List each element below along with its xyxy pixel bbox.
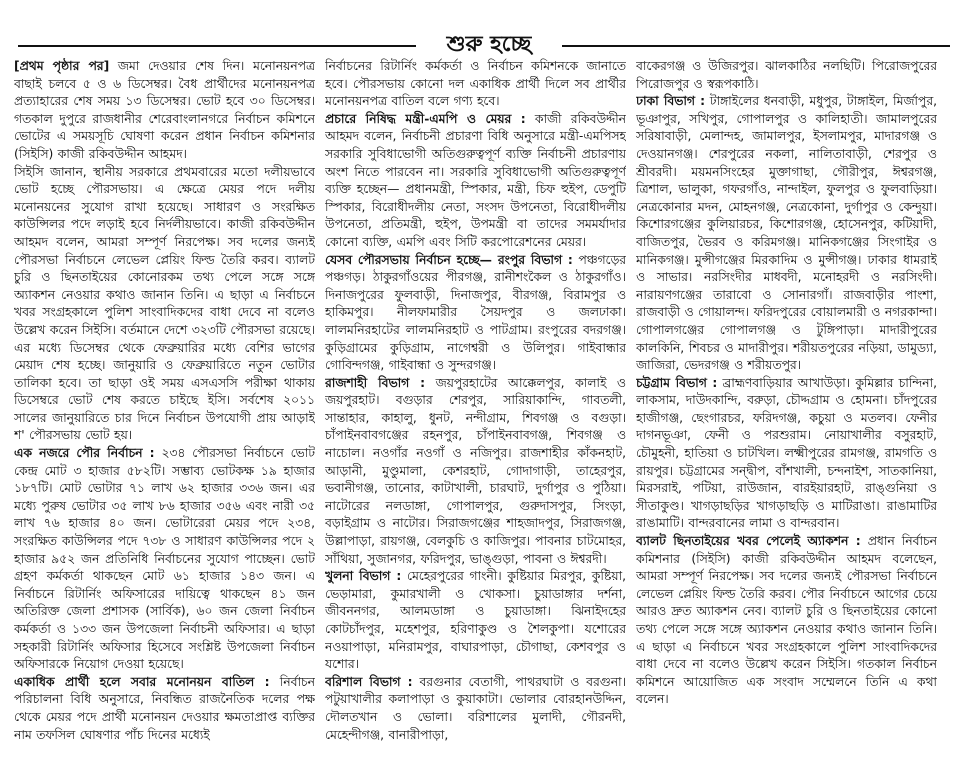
paragraph-lead: এক নজরে পৌর নির্বাচন : [14,446,155,461]
article-paragraph [325,111,626,252]
paragraph-text: জয়পুরহাটের আক্কেলপুর, কালাই ও জয়পুরহাট। বগুড়ার শেরপুর, সারিয়াকান্দি, গাবতলী, সান্তাহার, কাহালু, ধুনট, নন্দীগ্রাম, শিবগঞ্জ ও বগুড়া। চাঁপাইনবাবগঞ্জের রহনপুর, চাঁপাইনবাবগঞ্জ, শিবগঞ্জ ও নাচোল। নওগাঁর নওগাঁ ও নজিপুর। রাজশাহীর কাঁকনহাট, আড়ানী, মুণ্ডুমালা, কেশরহাট, গোদাগাড়ী, তাহেরপুর, ভবানীগঞ্জ, তানোর, কাটাখালী, চারঘাট, দুর্গাপুর ও পুঠিয়া। নাটোরের নলডাঙ্গা, গোপালপুর, গুরুদাসপুর, সিংড়া, বড়াইগ্রাম ও নাটোর। সিরাজগঞ্জের শাহজাদপুর, সিরাজগঞ্জ, উল্লাপাড়া, রায়গঞ্জ, বেলকুচি ও কাজিপুর। পাবনার চাটমোহর, সাঁথিয়া, সুজানগর, ফরিদপুর, ভাঙ্গুড়া, পাবনা ও ঈশ্বরদী। [325,375,626,566]
headline-rule-left [18,45,416,47]
paragraph-text: মেহেরপুরের গাংনী। কুষ্টিয়ার মিরপুর, কুষ্টিয়া, ভেড়ামারা, কুমারখালী ও খোকসা। চুয়াডাঙ্গার দর্শনা, জীবননগর, আলমডাঙ্গা ও চুয়াডাঙ্গা। ঝিনাইদহের কোটচাঁদপুর, মহেশপুর, হরিণাকুণ্ড ও শৈলকুপা। যশোরের নওয়াপাড়া, মনিরামপুর, বাঘারপাড়া, চৌগাছা, কেশবপুর ও যশোর। [325,569,626,672]
paragraph-text: টাঙ্গাইলের ধনবাড়ী, মধুপুর, টাঙ্গাইল, মির্জাপুর, ভূঞাপুর, সখিপুর, গোপালপুর ও কালিহাতী। জামালপুরের সরিষাবাড়ী, মেলান্দহ, জামালপুর, ইসলামপুর, মাদারগঞ্জ ও দেওয়ানগঞ্জ। শেরপুরের নকলা, নালিতাবাড়ী, শেরপুর ও শ্রীবরদী। ময়মনসিংহের মুক্তাগাছা, গৌরীপুর, ঈশ্বরগঞ্জ, ত্রিশাল, ভালুকা, গফরগাঁও, নান্দাইল, ফুলপুর ও ফুলবাড়িয়া। নেত্রকোনার মদন, মোহনগঞ্জ, নেত্রকোনা, দুর্গাপুর ও কেন্দুয়া। কিশোরগঞ্জের কুলিয়ারচর, কিশোরগঞ্জ, হোসেনপুর, কটিয়াদী, বাজিতপুর, ভৈরব ও করিমগঞ্জ। মানিকগঞ্জের সিংগাইর ও মানিকগঞ্জ। মুন্সীগঞ্জের মিরকাদিম ও মুন্সীগঞ্জ। ঢাকার ধামরাই ও সাভার। নরসিংদীর মাধবদী, মনোহরদী ও নরসিংদী। নারায়ণগঞ্জের তারাবো ও সোনারগাঁ। রাজবাড়ীর পাংশা, রাজবাড়ী ও গোয়ালন্দ। ফরিদপুরের বোয়ালমারী ও নগরকান্দা। গোপালগঞ্জের গোপালগঞ্জ ও টুঙ্গিপাড়া। মাদারীপুরের কালকিনি, শিবচর ও মাদারীপুর। শরীয়তপুরের নড়িয়া, ডামুড্যা, জাজিরা, ভেদরগঞ্জ ও শরীয়তপুর। [636,94,937,373]
paragraph-lead: [প্রথম পৃষ্ঠার পর] [14,59,110,73]
paragraph-lead: একাধিক প্রার্থী হলে সবার মনোনয়ন বাতিল : [14,674,270,689]
article-paragraph [325,674,626,744]
paragraph-lead: ব্যালট ছিনতাইয়ের খবর পেলেই অ্যাকশন : [636,534,861,549]
article-paragraph [325,252,626,375]
article-paragraph [14,674,315,744]
article-column-3 [636,58,937,761]
article-paragraph [325,568,626,674]
article-column-1 [14,58,315,761]
headline: শুরু হচ্ছে [446,31,532,57]
paragraph-text: পঞ্চগড়ের পঞ্চগড়। ঠাকুরগাঁওয়ের পীরগঞ্জ, রানীশংকৈল ও ঠাকুরগাঁও। দিনাজপুরের ফুলবাড়ী, দিনাজপুর, বীরগঞ্জ, বিরামপুর ও হাকিমপুর। নীলফামারীর সৈয়দপুর ও জলঢাকা। লালমনিরহাটের লালমনিরহাট ও পাটগ্রাম। রংপুরের বদরগঞ্জ। কুড়িগ্রামের কুড়িগ্রাম, নাগেশ্বরী ও উলিপুর। গাইবান্ধার গোবিন্দগঞ্জ, গাইবান্ধা ও সুন্দরগঞ্জ। [325,252,626,373]
paragraph-text: নির্বাচন পরিচালনা বিধি অনুসারে, নিবন্ধিত রাজনৈতিক দলের পক্ষ থেকে মেয়র পদে প্রার্থী মনোনয়ন দেওয়ার ক্ষমতাপ্রাপ্ত ব্যক্তির নাম তফসিল ঘোষণার পাঁচ দিনের মধ্যেই [14,674,315,742]
paragraph-text: প্রধান নির্বাচন কমিশনার (সিইসি) কাজী রকিবউদ্দীন আহমদ বলেছেন, আমরা সম্পূর্ণ নিরপেক্ষ। সব দলের জন্যই পৌরসভা নির্বাচনে লেভেল প্লেয়িং ফিল্ড তৈরি করব। পৌর নির্বাচনে আগের চেয়ে আরও দ্রুত অ্যাকশন নেব। ব্যালট চুরি ও ছিনতাইয়ের কোনো তথ্য পেলে সঙ্গে সঙ্গে অ্যাকশন নেওয়ার কথাও জানান তিনি। এ ছাড়া এ নির্বাচনে খবর সংগ্রহকালে পুলিশ সাংবাদিকদের বাধা দেবে না বলেও উল্লেখ করেন সিইসি। গতকাল নির্বাচন কমিশনে আয়োজিত এক সংবাদ সম্মেলনে তিনি এ কথা বলেন। [636,534,937,707]
article-columns [14,58,942,761]
paragraph-text: ব্রাহ্মণবাড়িয়ার আখাউড়া। কুমিল্লার চান্দিনা, লাকসাম, দাউদকান্দি, বরুড়া, চৌদ্দগ্রাম ও হোমনা। চাঁদপুরের হাজীগঞ্জ, ছেংগারচর, ফরিদগঞ্জ, কচুয়া ও মতলব। ফেনীর দাগনভূঞা, ফেনী ও পরশুরাম। নোয়াখালীর বসুরহাট, চৌমুহনী, হাতিয়া ও চাটখিল। লক্ষ্মীপুরের রামগঞ্জ, রামগতি ও রায়পুর। চট্টগ্রামের সন্দ্বীপ, বাঁশখালী, চন্দনাইশ, সাতকানিয়া, মিরসরাই, পটিয়া, রাউজান, বারইয়ারহাট, রাঙ্গুনিয়া ও সীতাকুণ্ড। খাগড়াছড়ির খাগড়াছড়ি ও মাটিরাঙা। রাঙামাটির রাঙামাটি। বান্দরবানের লামা ও বান্দরবান। [636,375,937,531]
paragraph-lead: চট্টগ্রাম বিভাগ : [636,375,718,390]
paragraph-text: কাজী রকিবউদ্দীন আহমদ বলেন, নির্বাচনী প্রচারণা বিধি অনুসারে মন্ত্রী-এমপিসহ সরকারি সুবিধাভোগী অতিগুরুত্বপূর্ণ ব্যক্তি নির্বাচনী প্রচারণায় অংশ নিতে পারবেন না। সরকারি সুবিধাভোগী অতিগুরুত্বপূর্ণ ব্যক্তি হচ্ছেন— প্রধানমন্ত্রী, স্পিকার, মন্ত্রী, চিফ হুইপ, ডেপুটি স্পিকার, বিরোধীদলীয় নেতা, সংসদ উপনেতা, বিরোধীদলীয় উপনেতা, প্রতিমন্ত্রী, হুইপ, উপমন্ত্রী বা তাদের সমমর্যাদার কোনো ব্যক্তি, এমপি এবং সিটি করপোরেশনের মেয়র। [325,111,626,249]
headline-row [14,0,942,58]
paragraph-text: জমা দেওয়ার শেষ দিন। মনোনয়নপত্র বাছাই চলবে ৫ ও ৬ ডিসেম্বর। বৈধ প্রার্থীদের মনোনয়নপত্র প্রত্যাহারের শেষ সময় ১৩ ডিসেম্বর। ভোট হবে ৩০ ডিসেম্বর। গতকাল দুপুরে রাজধানীর শেরেবাংলানগরে নির্বাচন কমিশনে ভোটের এ সময়সূচি ঘোষণা করেন প্রধান নির্বাচন কমিশনার (সিইসি) কাজী রকিবউদ্দীন আহমদ। [14,59,315,161]
article-paragraph [636,533,937,709]
paragraph-text: নির্বাচনের রিটার্নিং কর্মকর্তা ও নির্বাচন কমিশনকে জানাতে হবে। পৌরসভায় কোনো দল একাধিক প্রার্থী দিলে সব প্রার্থীর মনোনয়নপত্র বাতিল বলে গণ্য হবে। [325,59,626,109]
article-paragraph [14,58,315,164]
article-paragraph [325,58,626,111]
paragraph-lead: যেসব পৌরসভায় নির্বাচন হচ্ছে— রংপুর বিভাগ : [325,252,573,267]
headline-rule-right [562,45,950,47]
paragraph-lead: রাজশাহী বিভাগ : [325,375,426,390]
article-paragraph [636,375,937,533]
paragraph-lead: ঢাকা বিভাগ : [636,94,706,109]
paragraph-lead: প্রচারে নিষিদ্ধ মন্ত্রী-এমপি ও মেয়র : [325,111,526,126]
paragraph-text: ২৩৪ পৌরসভা নির্বাচনে ভোট কেন্দ্র মোট ৩ হাজার ৫৮২টি। সম্ভাব্য ভোটকক্ষ ১৯ হাজার ১৮৭টি। মোট ভোটার ৭১ লাখ ৬২ হাজার ৩৩৬ জন। এর মধ্যে পুরুষ ভোটার ৩৫ লাখ ৮৬ হাজার ৩৫৬ এবং নারী ৩৫ লাখ ৭৬ হাজার ৪০ জন। ভোটারেরা মেয়র পদে ২৩৪, সংরক্ষিত কাউন্সিলর পদে ৭৩৮ ও সাধারণ কাউন্সিলর পদে ২ হাজার ৯৫২ জন প্রতিনিধি নির্বাচনের সুযোগ পাচ্ছেন। ভোট গ্রহণ কর্মকর্তা থাকছেন মোট ৬১ হাজার ১৪৩ জন। এ নির্বাচনে রিটার্নিং অফিসারের দায়িত্বে থাকছেন ৪১ জন অতিরিক্ত জেলা প্রশাসক (সার্বিক), ৬০ জন জেলা নির্বাচন কর্মকর্তা ও ১৩৩ জন উপজেলা নির্বাচনী অফিসার। এ ছাড়া সহকারী রিটার্নিং অফিসার হিসেবে সংশ্লিষ্ট উপজেলা নির্বাচন অফিসারকে নিয়োগ দেওয়া হয়েছে। [14,446,315,672]
article-paragraph [325,375,626,569]
article-paragraph [636,93,937,375]
article-paragraph [636,58,937,93]
paragraph-text: বাকেরগঞ্জ ও উজিরপুর। ঝালকাঠির নলছিটি। পিরোজপুরের পিরোজপুর ও স্বরূপকাঠি। [636,59,937,91]
paragraph-lead: বরিশাল বিভাগ : [325,674,413,689]
paragraph-text: বরগুনার বেতাগী, পাথরঘাটা ও বরগুনা। পটুয়াখালীর কলাপাড়া ও কুয়াকাটা। ভোলার বোরহানউদ্দিন, দৌলতখান ও ভোলা। বরিশালের মুলাদী, গৌরনদী, মেহেন্দীগঞ্জ, বানারীপাড়া, [325,674,626,742]
article-paragraph [14,164,315,446]
article-paragraph [14,445,315,674]
article-column-2 [325,58,626,761]
paragraph-lead: খুলনা বিভাগ : [325,569,402,584]
paragraph-text: সিইসি জানান, স্থানীয় সরকারে প্রথমবারের মতো দলীয়ভাবে ভোট হচ্ছে পৌরসভায়। এ ক্ষেত্রে মেয়র পদে দলীয় মনোনয়নের সুযোগ রাখা হয়েছে। সাধারণ ও সংরক্ষিত কাউন্সিলর পদে লড়াই হবে নির্দলীয়ভাবে। কাজী রকিবউদ্দীন আহমদ বলেন, আমরা সম্পূর্ণ নিরপেক্ষ। সব দলের জন্যই পৌরসভা নির্বাচনে লেভেল প্লেয়িং ফিল্ড তৈরি করব। ব্যালট চুরি ও ছিনতাইয়ের কোনোরকম তথ্য পেলে সঙ্গে সঙ্গে অ্যাকশন নেওয়ার কথাও জানান তিনি। এ ছাড়া এ নির্বাচনে খবর সংগ্রহকালে পুলিশ সাংবাদিকদের বাধা দেবে না বলেও উল্লেখ করেন সিইসি। বর্তমানে দেশে ৩২৩টি পৌরসভা রয়েছে। এর মধ্যে ডিসেম্বর থেকে ফেব্রুয়ারির মধ্যে বেশির ভাগের মেয়াদ শেষ হচ্ছে। জানুয়ারি ও ফেব্রুয়ারিতে নতুন ভোটার তালিকা হবে। তা ছাড়া ওই সময় এসএসসি পরীক্ষা থাকায় ডিসেম্বরে ভোট শেষ করতে চাইছে ইসি। সর্বশেষ ২০১১ সালের জানুয়ারিতে চার দিনে নির্বাচন উপযোগী প্রায় আড়াই শ' পৌরসভায় ভোট হয়। [14,164,315,443]
